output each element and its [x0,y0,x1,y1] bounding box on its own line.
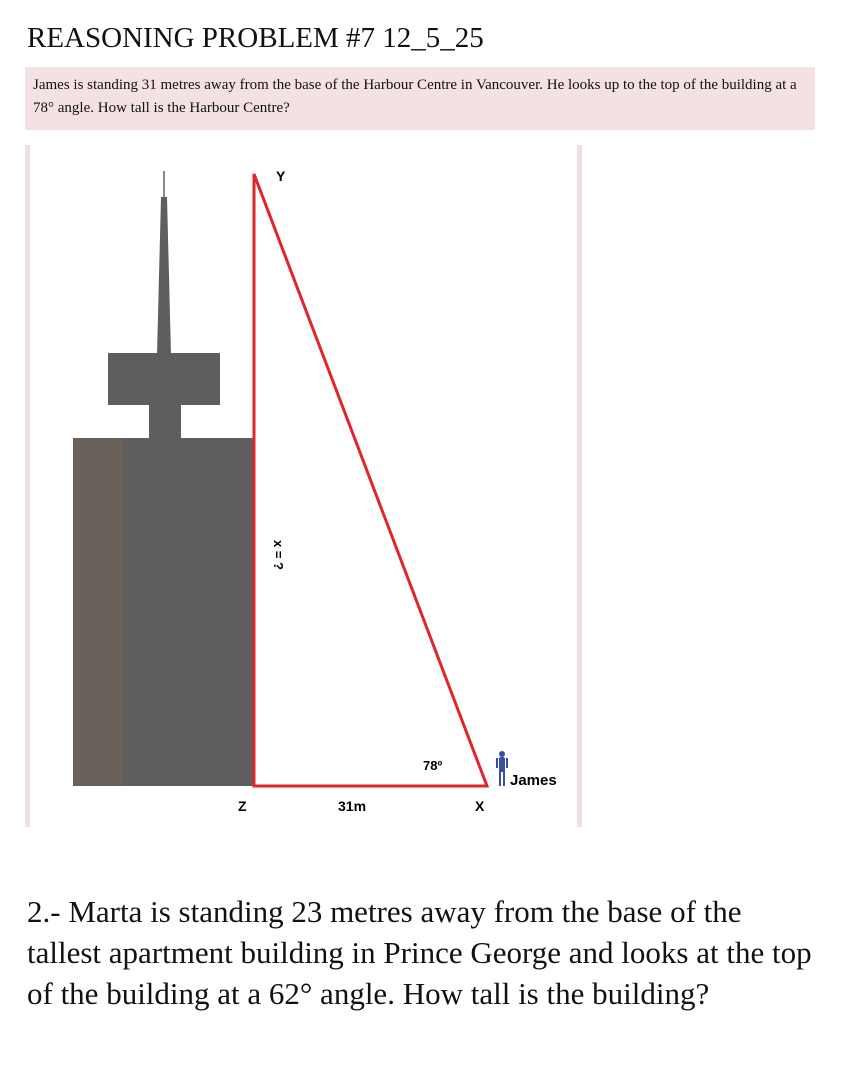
building-spire [157,197,171,355]
building-observation-deck [108,353,220,405]
building-front [123,438,253,786]
problem-1-text: James is standing 31 metres away from the base of the Harbour Centre in Vancouver. He looks up to the top of the building at a 78° angle. How tall is the Harbour Centre? [33,77,797,116]
harbour-centre-building [73,171,253,786]
page-title: REASONING PROBLEM #7 12_5_25 [27,22,484,54]
vertex-z-label: Z [238,798,247,814]
problem-2-text: 2.- Marta is standing 23 metres away from the base of the tallest apartment building in Prince George and looks at the top of the building at a 62° angle. How tall is the building? [27,894,812,1011]
trig-diagram [25,145,582,827]
person-icon [496,751,508,786]
angle-label: 78º [423,758,443,773]
person-label: James [510,772,557,789]
right-triangle [254,174,487,786]
building-side [73,438,123,786]
height-label: x = ? [271,540,286,570]
building-neck [149,405,181,438]
vertex-x-label: X [475,798,485,814]
antenna-tip [163,171,165,201]
diagram-frame [25,145,582,827]
vertex-y-label: Y [276,168,286,184]
distance-label: 31m [338,798,367,814]
problem-1-box [25,67,815,130]
